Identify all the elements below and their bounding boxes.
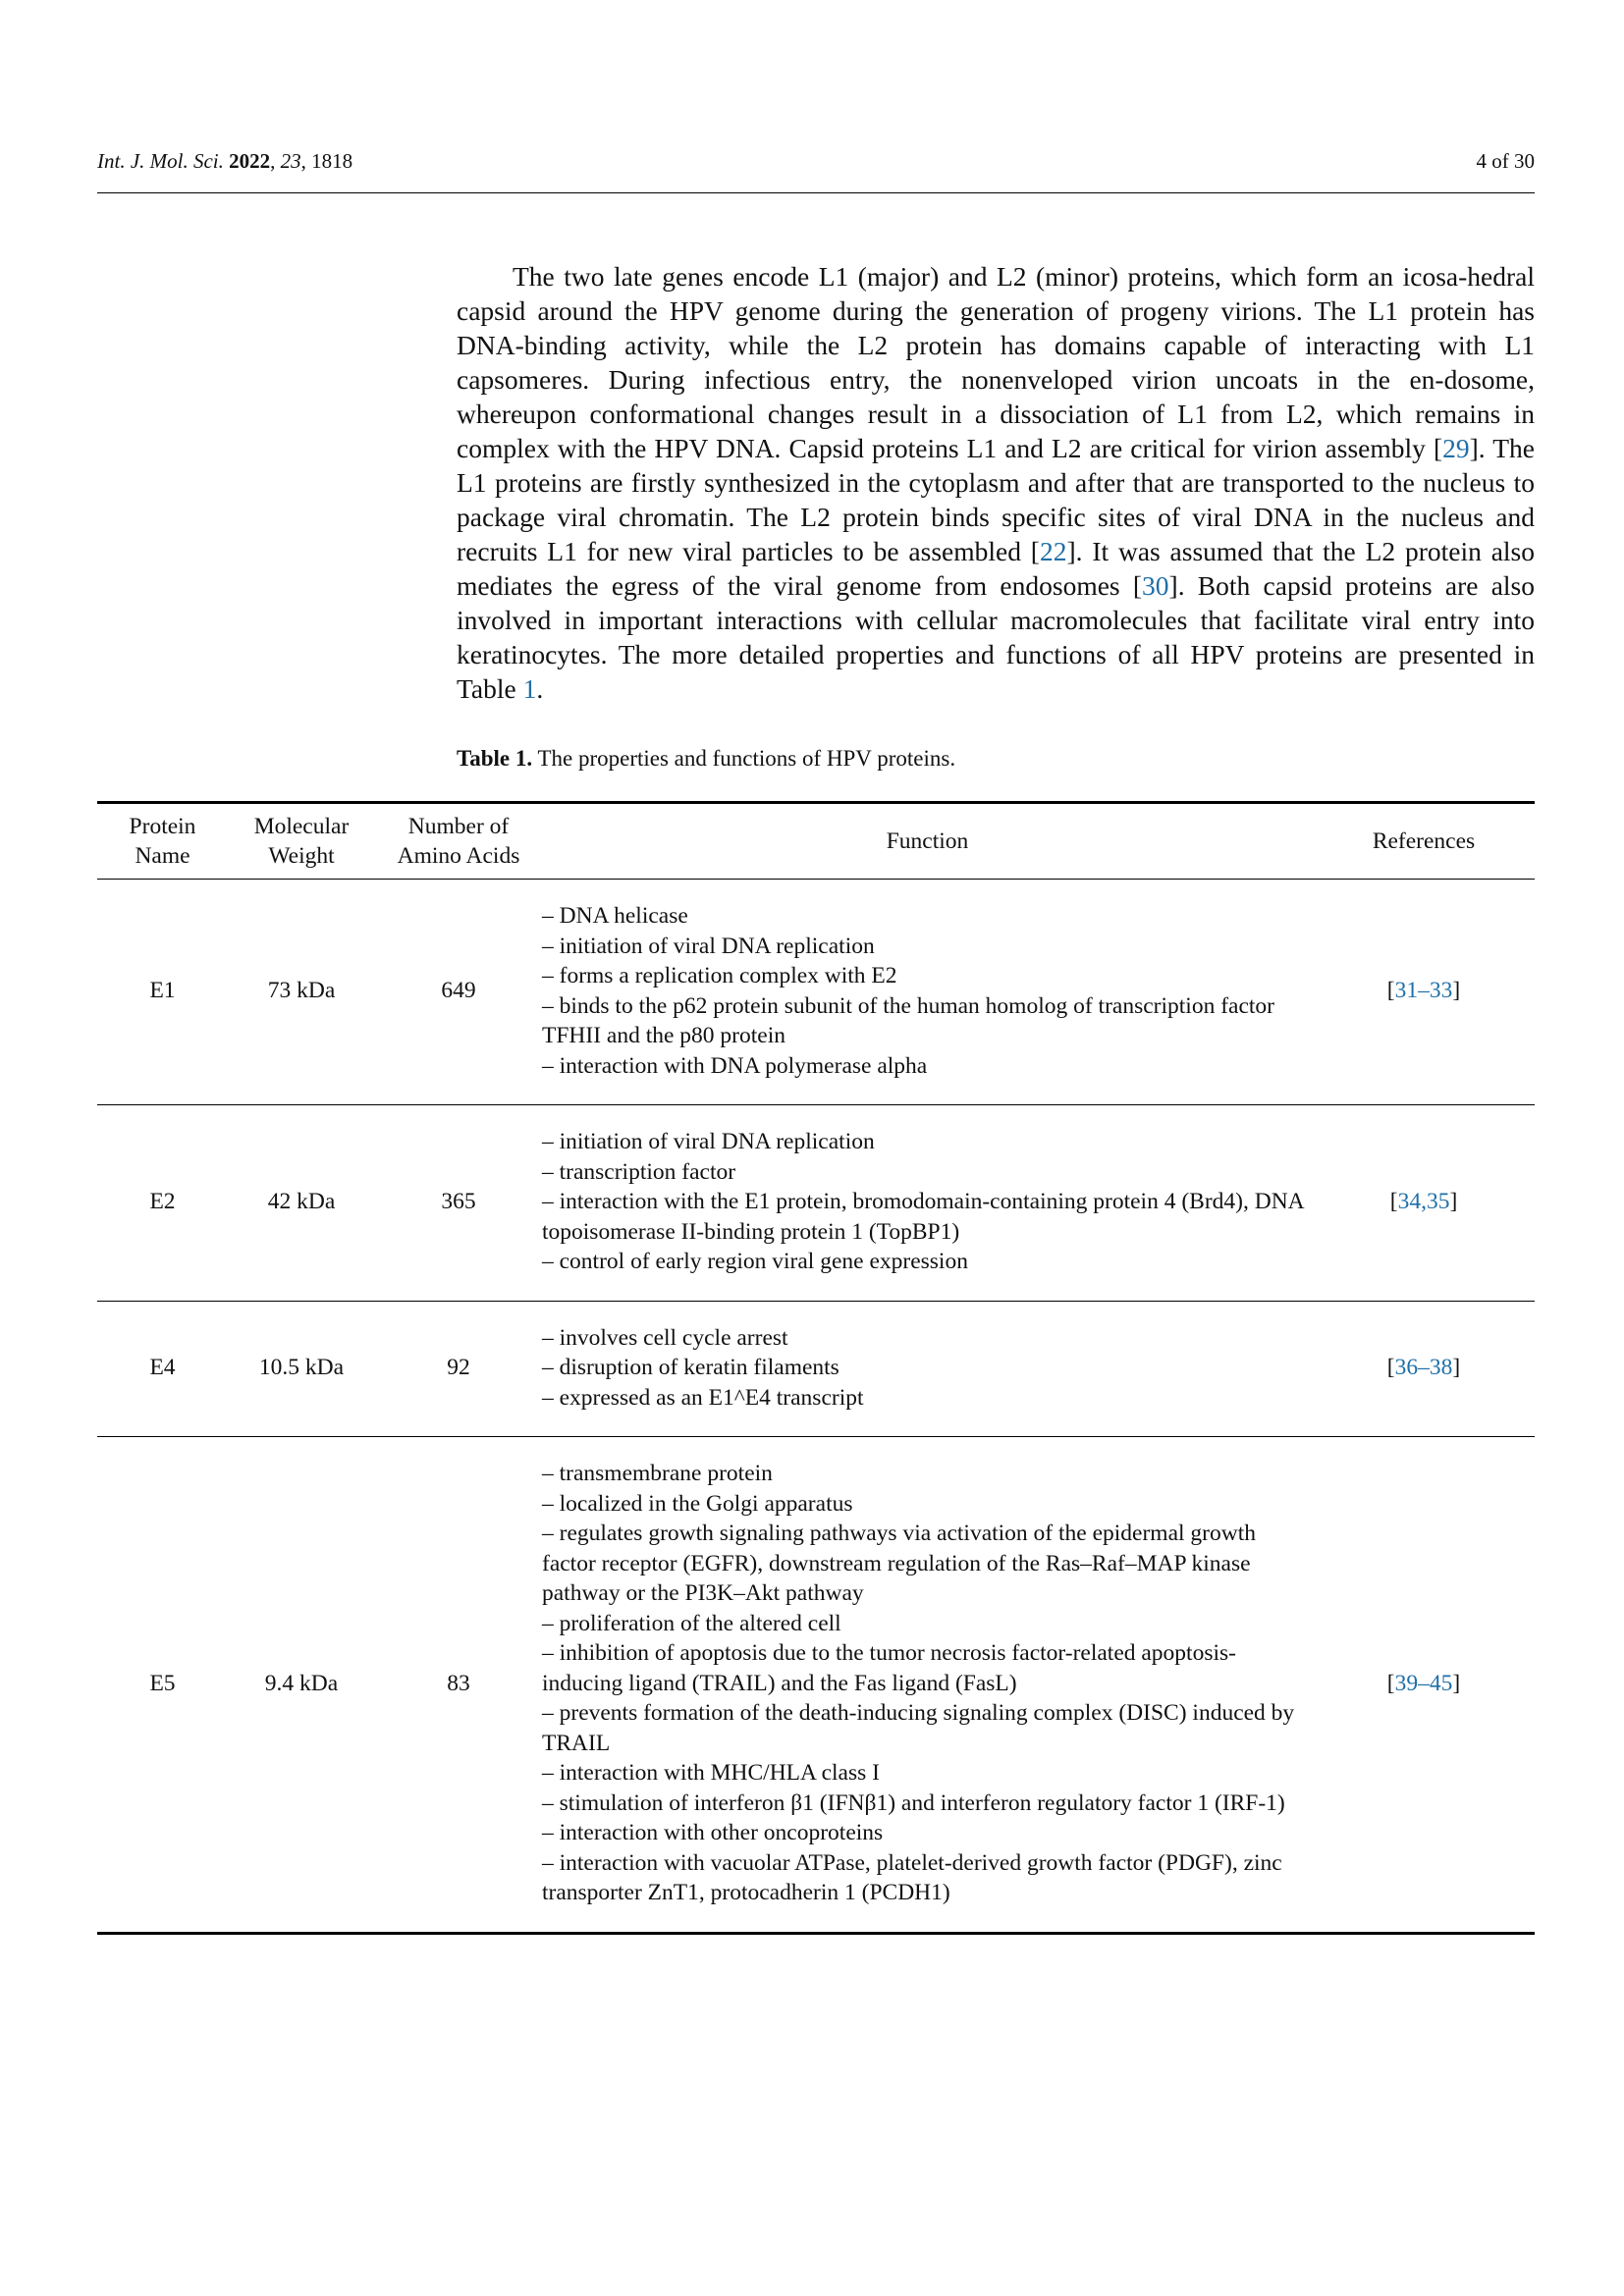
header-references: References [1372, 828, 1476, 854]
protein-name: E2 [149, 1189, 176, 1214]
table-caption [457, 746, 1535, 772]
molecular-weight: 42 kDa [267, 1189, 336, 1214]
table-caption-text: The properties and functions of HPV proteins. [532, 746, 956, 771]
text-segment: The two late genes encode L1 (major) and L2 (minor) proteins, which form an icosa-hedral capsid around the HPV genome during the generation of progeny virions. The L1 protein has DNA-binding activity, while the L2 protein has domains capable of interacting with L1 capsomeres. During infectious entry, the nonenveloped virion uncoats in the en-dosome, whereupon conformational changes result in a dissociation of L1 from L2, which remains in complex with the HPV DNA. Capsid proteins L1 and L2 are critical for virion assembly [ [457, 261, 1535, 463]
function-item: – interaction with vacuolar ATPase, platelet-derived growth factor (PDGF), zinc transporter ZnT1, protocadherin 1 (PCDH1) [542, 1849, 1282, 1905]
citation-link-30[interactable]: 30 [1142, 570, 1169, 601]
function-item: – transmembrane protein [542, 1461, 773, 1486]
citation-link-22[interactable]: 22 [1039, 536, 1067, 566]
amino-acid-count: 92 [447, 1355, 470, 1380]
function-item: – DNA helicase [542, 903, 688, 929]
references-cell: [39–45] [1386, 1670, 1461, 1696]
amino-acid-count: 83 [447, 1670, 470, 1696]
journal-citation: Int. J. Mol. Sci. 2022, 23, 1818 [97, 149, 353, 173]
molecular-weight: 10.5 kDa [258, 1355, 345, 1380]
reference-link[interactable]: 39–45 [1394, 1670, 1453, 1696]
journal-volume: 23 [280, 149, 301, 173]
text-segment: ]. It was assumed that the L2 protein also mediates the egress of the viral genome from endosomes [ [457, 536, 1535, 601]
function-item: – regulates growth signaling pathways via activation of the epidermal growth factor receptor (EGFR), downstream regulation of the Ras–Raf–MAP kinase pathway or the PI3K–Akt pathway [542, 1521, 1256, 1606]
table-header-row [97, 803, 1535, 880]
citation-link-29[interactable]: 29 [1442, 433, 1470, 463]
protein-name: E4 [149, 1355, 176, 1380]
header-amino-acids: Number of Amino Acids [397, 813, 520, 869]
text-segment: . [536, 673, 544, 704]
table-row [97, 1301, 1535, 1437]
reference-link[interactable]: 31–33 [1394, 978, 1453, 1004]
function-item: – disruption of keratin filaments [542, 1355, 839, 1380]
journal-year: 2022 [229, 149, 271, 173]
function-item: – interaction with the E1 protein, bromodomain-containing protein 4 (Brd4), DNA topoisomerase II-binding protein 1 (TopBP1) [542, 1189, 1304, 1245]
function-list [542, 1437, 1313, 1934]
function-item: – prevents formation of the death-inducing signaling complex (DISC) induced by TRAIL [542, 1700, 1295, 1756]
function-item: – binds to the p62 protein subunit of the human homolog of transcription factor TFHII and the p80 protein [542, 992, 1274, 1048]
amino-acid-count: 649 [441, 978, 476, 1004]
table-row [97, 880, 1535, 1105]
header-protein-name: Protein Name [129, 813, 196, 869]
function-item: – inhibition of apoptosis due to the tumor necrosis factor-related apoptosis-inducing ligand (TRAIL) and the Fas ligand (FasL) [542, 1640, 1236, 1696]
function-item: – control of early region viral gene expression [542, 1249, 968, 1274]
table-1-link[interactable]: 1 [522, 673, 537, 704]
header-molecular-weight: Molecular Weight [253, 813, 350, 869]
function-item: – expressed as an E1^E4 transcript [542, 1384, 864, 1411]
table-row [97, 1105, 1535, 1302]
function-item: – forms a replication complex with E2 [542, 963, 897, 988]
function-item: – interaction with other oncoproteins [542, 1820, 884, 1845]
function-list [542, 1105, 1313, 1302]
text-segment: ]. Both capsid proteins are also involved in important interactions with cellular macromolecules that facilitate viral entry into keratinocytes. The more detailed properties and functions of all HPV proteins are presented in Table [457, 570, 1535, 704]
function-item: – localized in the Golgi apparatus [542, 1490, 853, 1517]
function-list [542, 880, 1313, 1105]
function-item: – interaction with MHC/HLA class I [542, 1760, 880, 1786]
references-cell: [34,35] [1389, 1189, 1458, 1214]
hpv-proteins-table [97, 801, 1535, 1935]
molecular-weight: 73 kDa [267, 978, 336, 1004]
body-paragraph [457, 259, 1535, 706]
table-row [97, 1437, 1535, 1934]
molecular-weight: 9.4 kDa [264, 1670, 339, 1696]
amino-acid-count: 365 [441, 1189, 476, 1214]
text-segment: ]. The L1 proteins are firstly synthesized in the cytoplasm and after that are transported to the nucleus to package viral chromatin. The L2 protein binds specific sites of viral DNA in the nucleus and recruits L1 for new viral particles to be assembled [ [457, 433, 1535, 566]
function-item: – involves cell cycle arrest [542, 1324, 788, 1351]
table-caption-label: Table 1. [457, 746, 533, 771]
article-number: 1818 [311, 149, 353, 173]
function-list [542, 1301, 1313, 1437]
function-item: – proliferation of the altered cell [542, 1610, 841, 1636]
function-item: – initiation of viral DNA replication [542, 1129, 875, 1154]
reference-link[interactable]: 36–38 [1394, 1355, 1453, 1380]
function-item: – stimulation of interferon β1 (IFNβ1) and interferon regulatory factor 1 (IRF-1) [542, 1789, 1285, 1816]
function-item: – transcription factor [542, 1158, 736, 1185]
references-cell: [36–38] [1386, 1355, 1461, 1380]
protein-name: E1 [149, 978, 176, 1004]
header-function: Function [886, 828, 969, 854]
function-item: – initiation of viral DNA replication [542, 933, 875, 959]
header-divider [97, 192, 1535, 193]
protein-name: E5 [149, 1670, 176, 1696]
references-cell: [31–33] [1386, 978, 1461, 1004]
function-item: – interaction with DNA polymerase alpha [542, 1052, 928, 1079]
page-number: 4 of 30 [1476, 149, 1535, 173]
reference-link[interactable]: 34,35 [1397, 1189, 1450, 1214]
journal-name: Int. J. Mol. Sci. [97, 149, 224, 173]
running-header [97, 149, 1535, 174]
